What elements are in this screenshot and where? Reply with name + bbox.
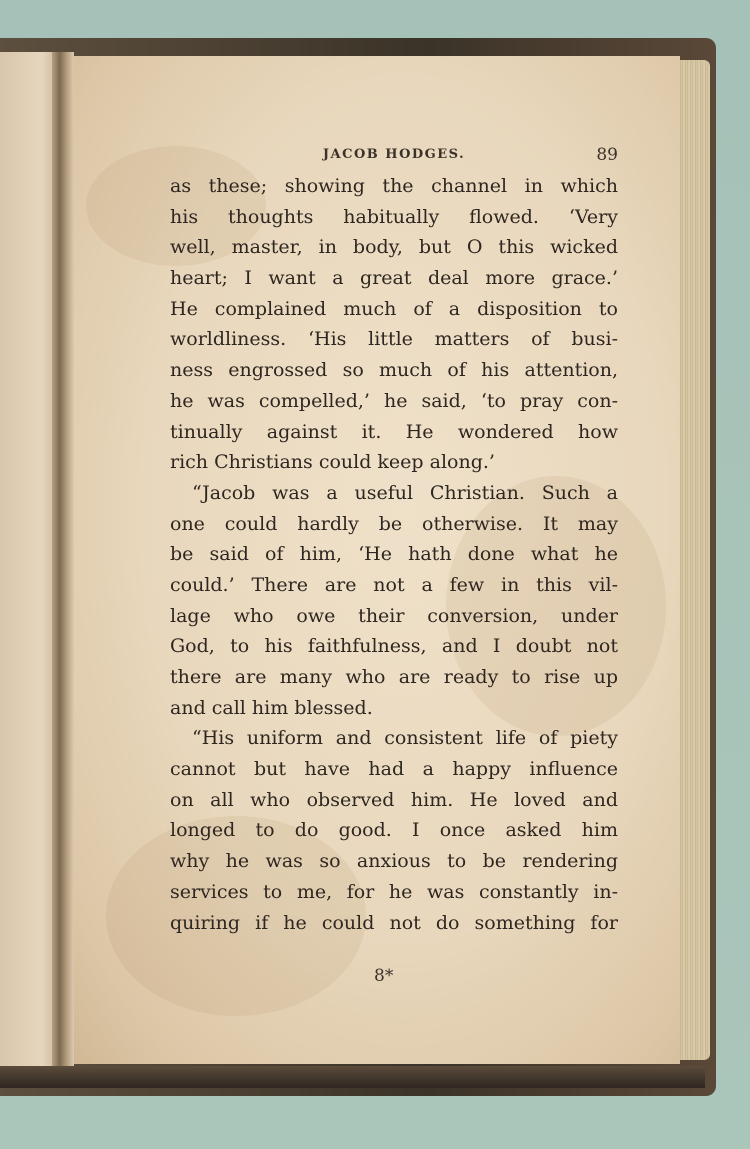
- text-line: cannot but have had a happy influence: [170, 758, 618, 781]
- text-line: “Jacob was a useful Christian. Such a: [192, 481, 618, 504]
- text-line: be said of him, ‘He hath done what he: [170, 543, 618, 566]
- text-line: lage who owe their conversion, under: [170, 604, 618, 627]
- text-line: as these; showing the channel in which: [170, 175, 618, 197]
- text-line: God, to his faithfulness, and I doubt not: [170, 635, 618, 658]
- text-line: could.’ There are not a few in this vil-: [170, 573, 618, 596]
- text-line: why he was so anxious to be rendering: [170, 850, 618, 873]
- text-line: one could hardly be otherwise. It may: [170, 512, 618, 535]
- text-line: he was compelled,’ he said, ‘to pray con-: [170, 389, 618, 412]
- text-line: “His uniform and consistent life of piety: [192, 727, 618, 750]
- text-line: services to me, for he was constantly in-: [170, 880, 618, 903]
- running-head: [170, 143, 618, 171]
- text-line: and call him blessed.: [170, 696, 373, 719]
- text-line: heart; I want a great deal more grace.’: [170, 267, 618, 290]
- signature-mark: 8*: [374, 966, 394, 986]
- text-line: worldliness. ‘His little matters of busi-: [170, 328, 618, 351]
- page-edges: [676, 60, 710, 1060]
- text-line: there are many who are ready to rise up: [170, 666, 618, 688]
- left-page: [0, 52, 60, 1066]
- text-line: quiring if he could not do something for: [170, 911, 618, 934]
- text-line: on all who observed him. He loved and: [170, 788, 618, 811]
- text-line: He complained much of a disposition to: [170, 297, 618, 320]
- text-line: longed to do good. I once asked him: [170, 819, 618, 842]
- text-line: well, master, in body, but O this wicked: [170, 236, 618, 259]
- book-bottom-edge: [0, 1066, 705, 1088]
- page-text-block: [170, 143, 618, 938]
- page-number: 89: [596, 145, 618, 165]
- book-gutter: [52, 52, 74, 1066]
- text-line: ness engrossed so much of his attention,: [170, 359, 618, 382]
- text-line: his thoughts habitually flowed. ‘Very: [170, 205, 618, 228]
- text-line: rich Christians could keep along.’: [170, 451, 495, 474]
- running-title: JACOB HODGES.: [322, 147, 466, 162]
- text-line: tinually against it. He wondered how: [170, 420, 618, 443]
